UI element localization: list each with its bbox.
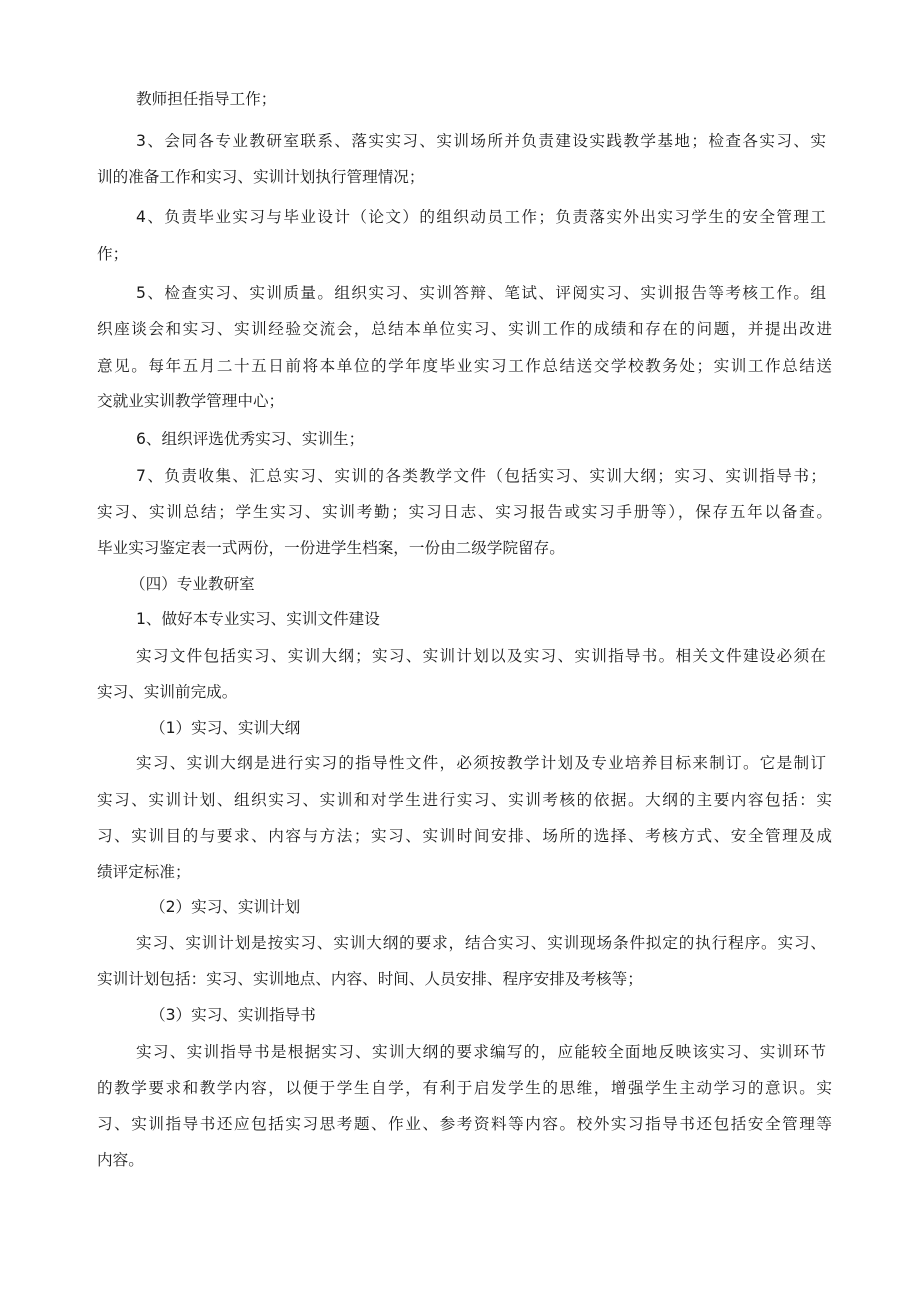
paragraph-line: 实训计划包括：实习、实训地点、内容、时间、人员安排、程序安排及考核等； bbox=[97, 970, 643, 988]
paragraph-line: 内容。 bbox=[97, 1151, 144, 1169]
item-heading: （1）实习、实训大纲 bbox=[150, 719, 301, 737]
paragraph-line: 5、检查实习、实训质量。组织实习、实训答辩、笔试、评阅实习、实训报告等考核工作。组 bbox=[136, 284, 826, 302]
paragraph-line: 实习、实训前完成。 bbox=[97, 683, 238, 701]
paragraph-line: 实习、实训指导书是根据实习、实训大纲的要求编写的，应能较全面地反映该实习、实训环节 bbox=[136, 1043, 826, 1061]
paragraph-line: 实习、实训计划、组织实习、实训和对学生进行实习、实训考核的依据。大纲的主要内容包括：实 bbox=[97, 791, 832, 809]
section-heading: （四）专业教研室 bbox=[130, 575, 255, 593]
item-heading: （2）实习、实训计划 bbox=[150, 898, 301, 916]
paragraph-line: 毕业实习鉴定表一式两份，一份进学生档案，一份由二级学院留存。 bbox=[97, 539, 565, 557]
paragraph-line: 实习文件包括实习、实训大纲；实习、实训计划以及实习、实训指导书。相关文件建设必须在 bbox=[136, 647, 826, 665]
paragraph-line: 意见。每年五月二十五日前将本单位的学年度毕业实习工作总结送交学校教务处；实训工作总结送 bbox=[97, 357, 832, 375]
paragraph-line: 教师担任指导工作； bbox=[136, 90, 277, 108]
paragraph-line: 的教学要求和教学内容，以便于学生自学，有利于启发学生的思维，增强学生主动学习的意识。实 bbox=[97, 1079, 832, 1097]
paragraph-line: 习、实训目的与要求、内容与方法；实习、实训时间安排、场所的选择、考核方式、安全管理及成 bbox=[97, 827, 832, 845]
paragraph-line: 习、实训指导书还应包括实习思考题、作业、参考资料等内容。校外实习指导书还包括安全管理等 bbox=[97, 1115, 832, 1133]
subsection-heading: 1、做好本专业实习、实训文件建设 bbox=[136, 610, 380, 628]
paragraph-line: 绩评定标准； bbox=[97, 863, 191, 881]
paragraph-line: 交就业实训教学管理中心； bbox=[97, 392, 285, 410]
paragraph-line: 3、会同各专业教研室联系、落实实习、实训场所并负责建设实践教学基地；检查各实习、实 bbox=[136, 132, 826, 150]
paragraph-line: 作； bbox=[97, 245, 129, 263]
paragraph-line: 实习、实训大纲是进行实习的指导性文件，必须按教学计划及专业培养目标来制订。它是制订 bbox=[136, 754, 826, 772]
paragraph-line: 4、负责毕业实习与毕业设计（论文）的组织动员工作；负责落实外出实习学生的安全管理工 bbox=[136, 208, 826, 226]
paragraph-line: 7、负责收集、汇总实习、实训的各类教学文件（包括实习、实训大纲；实习、实训指导书； bbox=[136, 467, 826, 485]
paragraph-line: 实习、实训总结；学生实习、实训考勤；实习日志、实习报告或实习手册等），保存五年以备查。 bbox=[97, 503, 832, 521]
paragraph-line: 实习、实训计划是按实习、实训大纲的要求，结合实习、实训现场条件拟定的执行程序。实习、 bbox=[136, 934, 826, 952]
paragraph-line: 织座谈会和实习、实训经验交流会，总结本单位实习、实训工作的成绩和存在的问题，并提出改进 bbox=[97, 320, 832, 338]
paragraph-line: 6、组织评选优秀实习、实训生； bbox=[136, 430, 365, 448]
paragraph-line: 训的准备工作和实习、实训计划执行管理情况； bbox=[97, 168, 425, 186]
item-heading: （3）实习、实训指导书 bbox=[150, 1006, 316, 1024]
